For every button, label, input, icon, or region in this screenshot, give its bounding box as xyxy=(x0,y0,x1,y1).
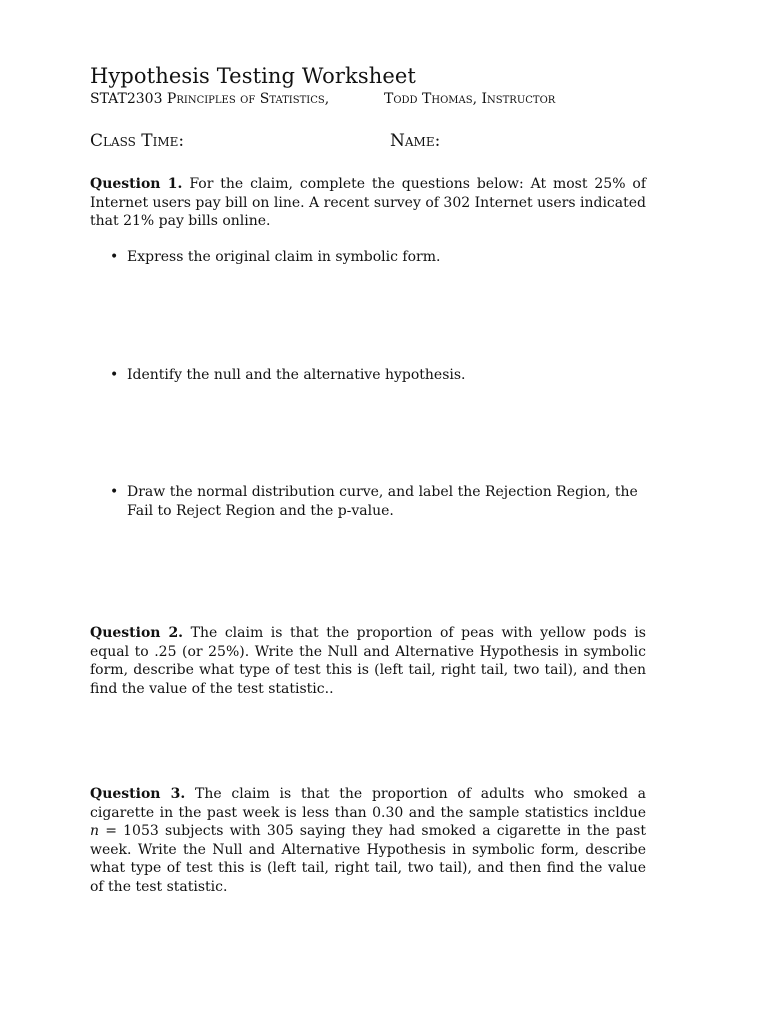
question-3-text-end: = 1053 subjects with 305 saying they had smoked a cigarette in the past week. Write the Null and Alternative Hypothesis in symbolic form, describe what type of test this is (left tail, right tail, two tail), and then find the value of the test statistic. xyxy=(90,823,646,895)
question-3-text-start: The claim is that the proportion of adults who smoked a cigarette in the past week is less than 0.30 and the sample statistics incldue xyxy=(90,786,646,821)
course-line xyxy=(90,91,556,107)
bullet-icon: • xyxy=(110,484,119,500)
question-1-bullet-2 xyxy=(110,366,646,385)
sample-size-variable: n xyxy=(90,823,100,839)
bullet-text: Express the original claim in symbolic form. xyxy=(127,249,441,265)
question-1-text: For the claim, complete the questions below: At most 25% of Internet users pay bill on line. A recent survey of 302 Internet users indicated that 21% pay bills online. xyxy=(90,176,646,229)
question-1-bullet-3 xyxy=(110,483,646,520)
bullet-icon: • xyxy=(110,367,119,383)
question-1 xyxy=(90,175,646,231)
bullet-text: Identify the null and the alternative hypothesis. xyxy=(127,367,466,383)
question-2 xyxy=(90,624,646,698)
question-1-bullet-1 xyxy=(110,248,646,267)
name-label: Name: xyxy=(390,131,441,151)
question-3-label: Question 3. xyxy=(90,786,186,802)
question-2-text: The claim is that the proportion of peas with yellow pods is equal to .25 (or 25%). Write the Null and Alternative Hypothesis in symbolic form, describe what type of test this is (left tail, right tail, two tail), and then find the value of the test statistic.. xyxy=(90,625,646,697)
class-time-label: Class Time: xyxy=(90,131,185,151)
instructor-name: Todd Thomas, Instructor xyxy=(384,91,556,107)
question-3 xyxy=(90,785,646,896)
course-name: STAT2303 Principles of Statistics, xyxy=(90,91,330,107)
bullet-text: Draw the normal distribution curve, and label the Rejection Region, the Fail to Reject Region and the p-value. xyxy=(127,484,638,519)
page-title: Hypothesis Testing Worksheet xyxy=(90,64,416,88)
bullet-icon: • xyxy=(110,249,119,265)
question-1-label: Question 1. xyxy=(90,176,183,192)
question-2-label: Question 2. xyxy=(90,625,184,641)
